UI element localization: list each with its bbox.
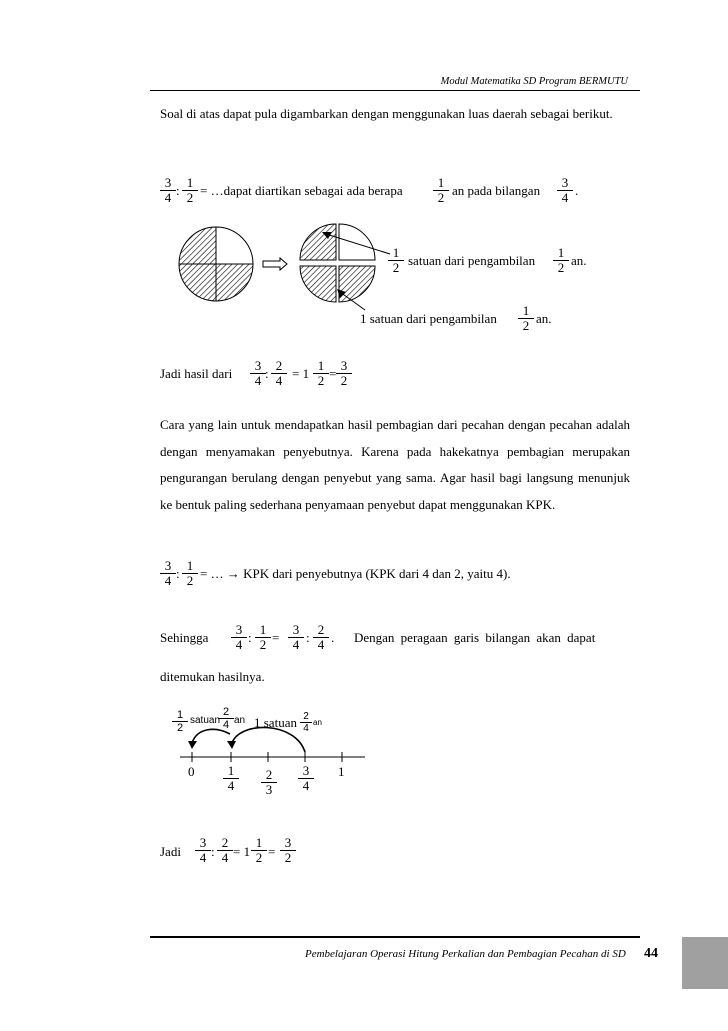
denominator: 4 xyxy=(164,573,172,588)
sehingga-text: Dengan peragaan garis bilangan akan dapat xyxy=(354,630,596,645)
fraction xyxy=(388,246,404,275)
running-footer: Pembelajaran Operasi Hitung Perkalian dan Pembagian Pecahan di SD xyxy=(305,948,626,960)
numberline-label: an xyxy=(313,718,322,727)
fraction xyxy=(251,836,267,865)
colon: : xyxy=(248,630,252,645)
tick-label: 0 xyxy=(188,764,195,779)
equation-text: = …dapat diartikan sebagai ada berapa xyxy=(200,183,403,198)
period: . xyxy=(331,630,335,645)
denominator: 2 xyxy=(259,637,267,652)
denominator: 2 xyxy=(284,850,292,865)
numberline-label: an xyxy=(234,715,246,726)
fraction xyxy=(313,359,329,388)
diagram-label: 1 satuan dari pengambilan xyxy=(360,311,497,326)
circle-diagram xyxy=(150,210,630,350)
numberline-label: 1 satuan xyxy=(254,715,297,730)
diagram-label: an. xyxy=(536,311,552,326)
fraction xyxy=(553,246,569,275)
fraction xyxy=(255,623,271,652)
numerator: 1 xyxy=(388,246,404,261)
numerator: 1 xyxy=(172,709,188,722)
fraction xyxy=(160,559,176,588)
fraction xyxy=(223,764,239,793)
double-arrow-icon xyxy=(263,258,287,270)
tick-label: 1 xyxy=(338,764,345,779)
equals: = xyxy=(329,366,337,381)
denominator: 4 xyxy=(561,190,569,205)
numerator: 3 xyxy=(160,559,176,574)
fraction xyxy=(182,176,198,205)
numerator: 2 xyxy=(313,623,329,638)
denominator: 2 xyxy=(557,260,565,275)
equals: = 1 xyxy=(233,844,251,859)
numberline-label: satuan xyxy=(190,715,221,726)
denominator: 4 xyxy=(302,778,310,793)
numerator: 2 xyxy=(271,359,287,374)
numerator: 1 xyxy=(251,836,267,851)
fraction xyxy=(298,764,314,793)
denominator: 4 xyxy=(254,373,262,388)
fraction xyxy=(195,836,211,865)
fraction xyxy=(160,176,176,205)
numerator: 1 xyxy=(223,764,239,779)
sehingga-text: ditemukan hasilnya. xyxy=(160,669,265,684)
numerator: 1 xyxy=(433,176,449,191)
equation-text: an pada bilangan xyxy=(452,183,541,198)
denominator: 4 xyxy=(164,190,172,205)
numerator: 3 xyxy=(250,359,266,374)
result-prefix: Jadi xyxy=(160,844,181,859)
footer-rule xyxy=(150,936,640,938)
denominator: 2 xyxy=(186,190,194,205)
page-number: 44 xyxy=(644,946,658,961)
fraction xyxy=(217,836,233,865)
denominator: 2 xyxy=(317,373,325,388)
numerator: 2 xyxy=(300,711,312,723)
fraction xyxy=(336,359,352,388)
fraction xyxy=(518,304,534,333)
full-circle xyxy=(179,227,253,301)
denominator: 2 xyxy=(176,722,184,734)
period: . xyxy=(575,183,579,198)
denominator: 2 xyxy=(255,850,263,865)
denominator: 2 xyxy=(186,573,194,588)
denominator: 4 xyxy=(292,637,300,652)
numerator: 3 xyxy=(195,836,211,851)
denominator: 2 xyxy=(522,318,530,333)
numerator: 1 xyxy=(313,359,329,374)
equals: = xyxy=(268,844,276,859)
numerator: 3 xyxy=(280,836,296,851)
fraction xyxy=(313,623,329,652)
fraction xyxy=(280,836,296,865)
denominator: 2 xyxy=(392,260,400,275)
equation-text: = … → KPK dari penyebutnya (KPK dari 4 dan 2, yaitu 4). xyxy=(200,566,511,581)
fraction xyxy=(250,359,266,388)
method-paragraph: Cara yang lain untuk mendapatkan hasil pembagian dari pecahan dengan pecahan adalah dengan menyamakan penyebutnya. Karena pada hakekatnya pembagian merupakan pengurangan berulang dengan penyebut yang sama. Agar hasil bagi langsung menunjuk ke bentuk paling sederhana penyamaan penyebut dapat menggunakan KPK. xyxy=(160,417,630,512)
denominator: 3 xyxy=(265,782,273,797)
diagram-label: satuan dari pengambilan xyxy=(408,253,536,268)
fraction xyxy=(182,559,198,588)
numerator: 2 xyxy=(218,706,234,719)
denominator: 2 xyxy=(340,373,348,388)
colon: : xyxy=(306,630,310,645)
denominator: 4 xyxy=(317,637,325,652)
fraction xyxy=(433,176,449,205)
numerator: 3 xyxy=(557,176,573,191)
numerator: 3 xyxy=(298,764,314,779)
fraction xyxy=(261,768,277,797)
colon: : xyxy=(265,366,269,381)
running-header: Modul Matematika SD Program BERMUTU xyxy=(440,76,628,87)
colon: : xyxy=(211,844,215,859)
denominator: 4 xyxy=(221,850,229,865)
header-rule xyxy=(150,90,640,91)
numerator: 3 xyxy=(231,623,247,638)
numerator: 3 xyxy=(336,359,352,374)
fraction xyxy=(231,623,247,652)
denominator: 4 xyxy=(227,778,235,793)
fraction xyxy=(288,623,304,652)
numerator: 1 xyxy=(553,246,569,261)
result-prefix: Jadi hasil dari xyxy=(160,366,233,381)
numerator: 2 xyxy=(261,768,277,783)
numerator: 1 xyxy=(182,176,198,191)
denominator: 2 xyxy=(437,190,445,205)
sehingga-prefix: Sehingga xyxy=(160,630,209,645)
colon: : xyxy=(176,183,180,198)
denominator: 4 xyxy=(275,373,283,388)
denominator: 4 xyxy=(235,637,243,652)
equals: = 1 xyxy=(292,366,310,381)
numerator: 3 xyxy=(160,176,176,191)
colon: : xyxy=(176,566,180,581)
denominator: 4 xyxy=(222,719,230,731)
numerator: 1 xyxy=(255,623,271,638)
denominator: 4 xyxy=(303,723,309,734)
denominator: 4 xyxy=(199,850,207,865)
numerator: 1 xyxy=(182,559,198,574)
numerator: 1 xyxy=(518,304,534,319)
intro-paragraph: Soal di atas dapat pula digambarkan dengan menggunakan luas daerah sebagai berikut. xyxy=(160,106,613,121)
equals: = xyxy=(272,630,280,645)
fraction xyxy=(271,359,287,388)
fraction xyxy=(557,176,573,205)
numerator: 3 xyxy=(288,623,304,638)
page-tab xyxy=(682,937,728,989)
diagram-label: an. xyxy=(571,253,587,268)
numerator: 2 xyxy=(217,836,233,851)
